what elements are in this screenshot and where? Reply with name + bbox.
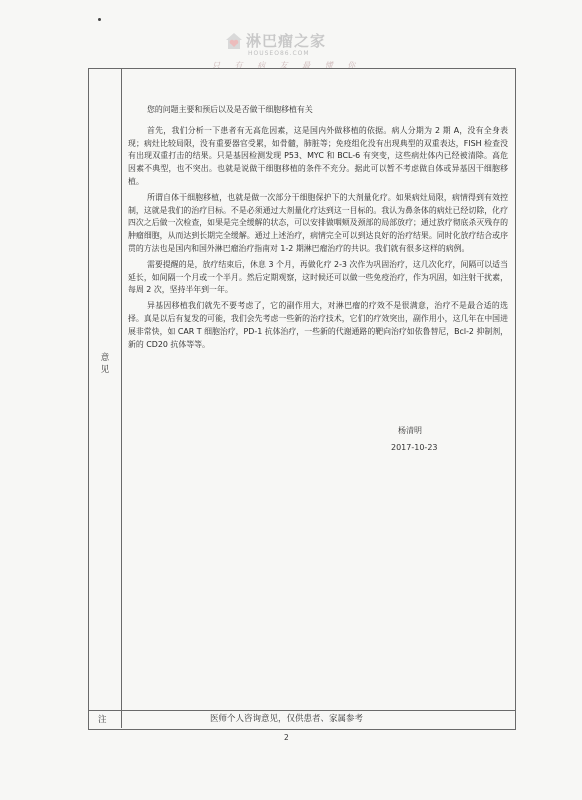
note-label: 注	[98, 715, 107, 725]
site-domain: HOUSEO86.COM	[248, 50, 310, 57]
scan-speck	[98, 18, 101, 21]
letter-paragraph: 异基因移植我们就先不要考虑了，它的副作用大，对淋巴瘤的疗效不是很满意，治疗不是最合适的选择。真是以后有复发的可能，我们会先考虑一些新的治疗技术，它们的疗效突出，副作用小，这几年在中国进展非常快，如 CAR T 细胞治疗，PD-1 抗体治疗，一些新的代谢通路的靶向治疗如依鲁替尼，Bcl-2 抑制剂，新的 CD20 抗体等等。	[128, 301, 509, 349]
house-heart-icon	[224, 31, 244, 51]
letter-paragraph: 需要提醒的是，放疗结束后，休息 3 个月，再做化疗 2-3 次作为巩固治疗，这几次化疗，间隔可以适当延长，如间隔一个月或一个半月。然后定期观察，这时候还可以做一些免疫治疗，作为巩固，如注射干扰素，每周 2 次，坚持半年到一年。	[128, 259, 508, 295]
opinion-label: 意见	[100, 353, 110, 375]
letter-paragraph: 首先，我们分析一下患者有无高危因素，这是国内外做移植的依据。病人分期为 2 期 A，没有全身表现；病灶比较局限，没有重要器官受累，如骨髓，肺脏等；免疫组化没有出现典型的双重表达，FISH 检查没有出现双重打击的结果。只是基因检测发现 P53、MYC 和 BCL-6 有突变，这些病灶体内已经被清除。高危因素不典型，也不突出。也就是说做干细胞移植的条件不充分。据此可以暂不考虑做自体或异基因干细胞移植。	[128, 125, 508, 186]
site-watermark-logo	[212, 29, 374, 73]
letter-paragraph: 所谓自体干细胞移植，也就是做一次部分干细胞保护下的大剂量化疗。如果病灶局限，病情得到有效控制，这就是我们的治疗目标。不是必须通过大剂量化疗达到这一目标的。我认为鼻条体的病灶已经切除，化疗四次之后做一次检查，如果是完全缓解的状态，可以安排做咽颊及颈部的局部放疗；通过放疗彻底杀灭残存的肿瘤细胞，从而达到长期完全缓解。通过上述治疗，病情完全可以到达良好的治疗结果。同时化放疗结合或序贯的方法也是国内和国外淋巴瘤治疗指南对 1-2 期淋巴瘤治疗的共识。我们就有很多这样的病例。	[128, 192, 508, 253]
letter-paragraph: 您的问题主要和预后以及是否做干细胞移植有关	[147, 105, 313, 114]
signature-date: 2017-10-23	[391, 443, 438, 452]
note-text: 医师个人咨询意见，仅供患者、家属参考	[210, 714, 364, 724]
signature-name: 杨清明	[398, 426, 422, 435]
letter-body	[128, 104, 508, 354]
page-number: 2	[284, 733, 289, 742]
site-title: 淋巴瘤之家	[246, 32, 327, 50]
site-slogan: 只 有 病 友 最 懂 你	[212, 61, 362, 70]
table-row-divider	[88, 710, 515, 711]
table-column-divider	[121, 69, 122, 728]
